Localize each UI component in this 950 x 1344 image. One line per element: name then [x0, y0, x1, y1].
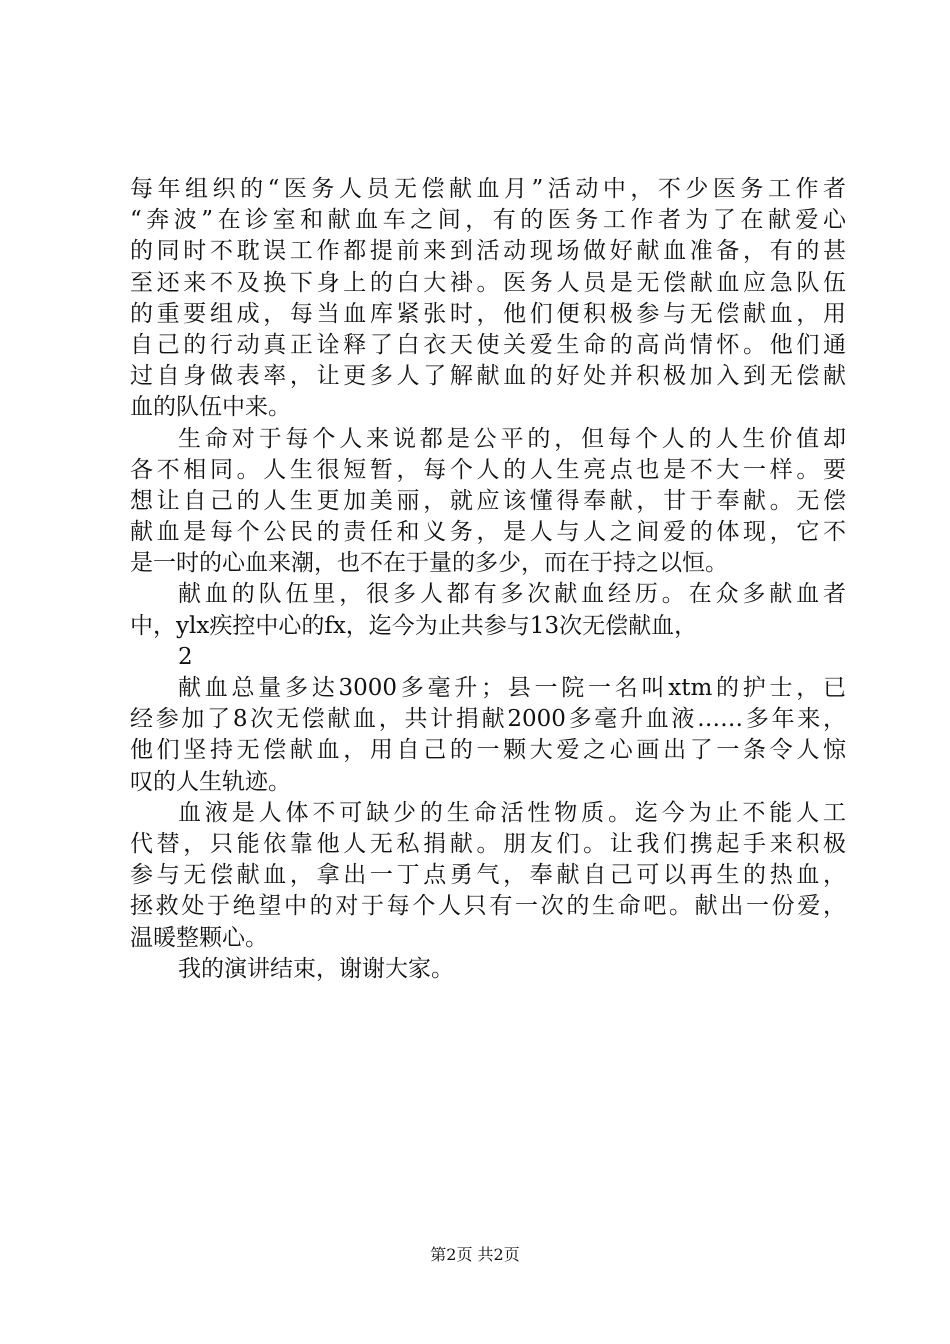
text-line: 想让自己的人生更加美丽，就应该懂得奉献，甘于奉献。无偿 [130, 487, 846, 514]
text-line: 的同时不耽误工作都提前来到活动现场做好献血准备，有的甚 [130, 238, 846, 265]
text-line: 献血是每个公民的责任和义务，是人与人之间爱的体现，它不 [130, 519, 846, 546]
text-line: 我的演讲结束，谢谢大家。 [178, 955, 454, 982]
text-line: “奔波”在诊室和献血车之间，有的医务工作者为了在献爱心 [130, 207, 846, 234]
text-line: 温暖整颗心。 [130, 924, 268, 951]
text-line: 各不相同。人生很短暂，每个人的人生亮点也是不大一样。要 [130, 456, 846, 483]
paragraph-4 [130, 673, 846, 798]
paragraph-6 [130, 954, 846, 985]
text-line: 每年组织的“医务人员无偿献血月”活动中，不少医务工作者 [130, 176, 846, 202]
text-line: 是一时的心血来潮，也不在于量的多少，而在于持之以恒。 [130, 550, 728, 577]
text-line: 自己的行动真正诠释了白衣天使关爱生命的高尚情怀。他们通 [130, 331, 846, 358]
text-line: 叹的人生轨迹。 [130, 768, 291, 795]
text-line: 的重要组成，每当血库紧张时，他们便积极参与无偿献血，用 [130, 300, 846, 327]
text-line: 血的队伍中来。 [130, 394, 291, 421]
text-line: 血液是人体不可缺少的生命活性物质。迄今为止不能人工 [178, 799, 846, 826]
document-body [130, 174, 846, 985]
text-line: 献血的队伍里，很多人都有多次献血经历。在众多献血者 [178, 581, 846, 608]
text-line: 至还来不及换下身上的白大褂。医务人员是无偿献血应急队伍 [130, 269, 846, 296]
text-line: 献血总量多达3000多毫升；县一院一名叫xtm的护士，已 [178, 675, 846, 701]
page-footer: 第2页 共2页 [430, 1245, 520, 1264]
paragraph-3 [130, 579, 846, 641]
text-line: 经参加了8次无偿献血，共计捐献2000多毫升血液……多年来， [130, 706, 846, 733]
text-line: 拯救处于绝望中的对于每个人只有一次的生命吧。献出一份爱， [130, 893, 846, 920]
paragraph-1 [130, 174, 846, 424]
paragraph-5 [130, 798, 846, 954]
text-line: 代替，只能依靠他人无私捐献。朋友们。让我们携起手来积极 [130, 830, 846, 857]
text-line: 他们坚持无偿献血，用自己的一颗大爱之心画出了一条令人惊 [130, 737, 846, 764]
page-marker: 2 [178, 643, 193, 670]
text-line: 中，ylx疾控中心的fx，迄今为止共参与13次无偿献血， [130, 612, 698, 639]
text-line: 生命对于每个人来说都是公平的，但每个人的人生价值却 [178, 425, 846, 452]
paragraph-2 [130, 424, 846, 580]
text-line: 过自身做表率，让更多人了解献血的好处并积极加入到无偿献 [130, 363, 846, 390]
text-line: 参与无偿献血，拿出一丁点勇气，奉献自己可以再生的热血， [130, 862, 846, 889]
